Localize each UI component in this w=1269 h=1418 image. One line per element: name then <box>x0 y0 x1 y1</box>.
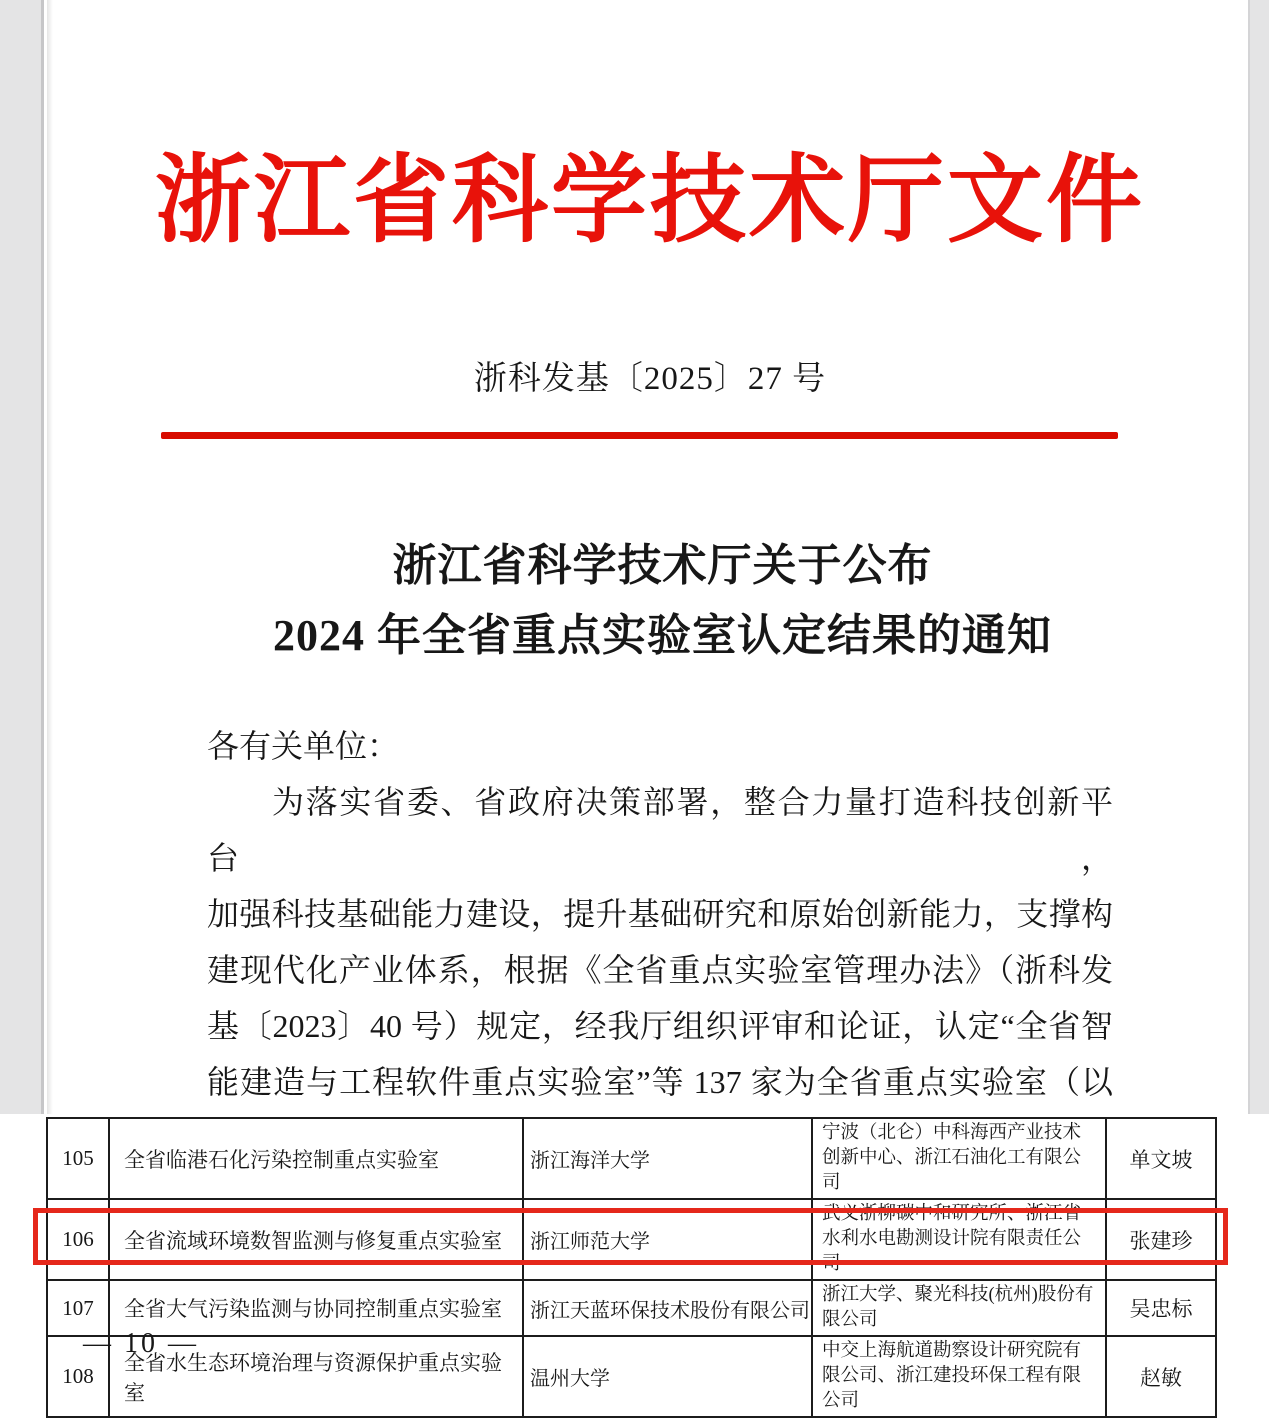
cell-row-number: 107 <box>47 1280 109 1336</box>
table-row-106 <box>47 1199 1216 1280</box>
body-line-3: 建现代化产业体系，根据《全省重点实验室管理办法》（浙科发 <box>207 952 1113 988</box>
notice-body <box>207 718 1113 1166</box>
body-line-1: 为落实省委、省政府决策部署，整合力量打造科技创新平台， <box>207 784 1113 876</box>
cell-institution: 浙江海洋大学 <box>523 1118 812 1199</box>
cell-partners: 中交上海航道勘察设计研究院有限公司、浙江建投环保工程有限公司 <box>812 1336 1106 1417</box>
table-row-105 <box>47 1118 1216 1199</box>
cell-lab-name: 全省水生态环境治理与资源保护重点实验室 <box>109 1336 523 1417</box>
cell-director: 赵敏 <box>1106 1336 1216 1417</box>
table-row-107-highlighted <box>47 1280 1216 1336</box>
results-table <box>46 1117 1217 1418</box>
cell-row-number: 108 <box>47 1336 109 1417</box>
page-number: — 10 — <box>83 1328 199 1359</box>
body-line-2: 加强科技基础能力建设，提升基础研究和原始创新能力，支撑构 <box>207 896 1113 932</box>
red-divider-line <box>161 432 1118 439</box>
cell-lab-name: 全省临港石化污染控制重点实验室 <box>109 1118 523 1199</box>
cell-partners: 浙江大学、聚光科技(杭州)股份有限公司 <box>812 1280 1106 1336</box>
cell-institution: 温州大学 <box>523 1336 812 1417</box>
body-line-5: 能建造与工程软件重点实验室”等 137 家为全省重点实验室（以 <box>207 1064 1113 1100</box>
cell-director: 张建珍 <box>1106 1199 1216 1280</box>
table-row-108 <box>47 1336 1216 1417</box>
body-line-4: 基〔2023〕40 号）规定，经我厅组织评审和论证，认定“全省智 <box>207 1008 1113 1044</box>
cell-director: 吴忠标 <box>1106 1280 1216 1336</box>
cell-institution: 浙江天蓝环保技术股份有限公司 <box>523 1280 812 1336</box>
notice-title-line1: 浙江省科学技术厅关于公布 <box>392 541 933 590</box>
cell-institution: 浙江师范大学 <box>523 1199 812 1280</box>
cell-partners: 武义浙柳碳中和研究所、浙江省水利水电勘测设计院有限责任公司 <box>812 1199 1106 1280</box>
cell-director: 单文坡 <box>1106 1118 1216 1199</box>
page-margin-right <box>1248 0 1269 1114</box>
cell-lab-name: 全省流域环境数智监测与修复重点实验室 <box>109 1199 523 1280</box>
cell-row-number: 105 <box>47 1118 109 1199</box>
page-margin-left <box>0 0 44 1114</box>
cell-lab-name: 全省大气污染监测与协同控制重点实验室 <box>109 1280 523 1336</box>
cell-partners: 宁波（北仑）中科海西产业技术创新中心、浙江石油化工有限公司 <box>812 1118 1106 1199</box>
cell-row-number: 106 <box>47 1199 109 1280</box>
doc-number: 浙科发基〔2025〕27 号 <box>473 361 827 397</box>
agency-header-title: 浙江省科学技术厅文件 <box>155 147 1145 254</box>
salutation: 各有关单位： <box>207 728 400 764</box>
notice-title <box>160 531 1165 671</box>
page-edge-shadow <box>47 0 53 1114</box>
notice-title-line2: 2024 年全省重点实验室认定结果的通知 <box>273 611 1052 660</box>
